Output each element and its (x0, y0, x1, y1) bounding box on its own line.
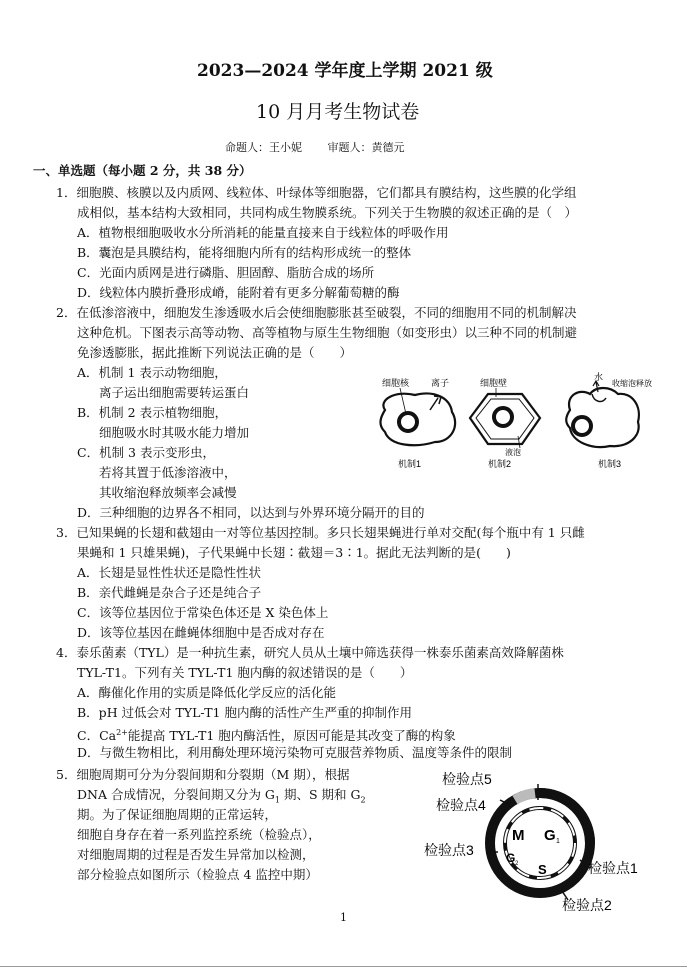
q1-stem-line2: 成相似，基本结构大致相同，共同构成生物膜系统。下列关于生物膜的叙述正确的是（ ） (77, 205, 578, 220)
q5-line2-part1: DNA 合成情况，分裂间期又分为 G (77, 787, 275, 802)
q1-option-a: A．植物根细胞吸收水分所消耗的能量直接来自于线粒体的呼吸作用 (77, 225, 449, 240)
ion-arrow-icon (430, 396, 441, 410)
label-mechanism-2: 机制2 (488, 459, 512, 469)
label-phase-g2: G (506, 851, 516, 865)
osmotic-mechanisms-figure (370, 370, 670, 480)
exam-subtitle: 10 月月考生物试卷 (256, 101, 420, 123)
q4-option-a: A．酶催化作用的实质是降低化学反应的活化能 (77, 685, 337, 700)
label-nucleus: 细胞核 (382, 378, 410, 388)
animal-cell-nucleus (399, 413, 417, 431)
label-checkpoint-3: 检验点3 (424, 842, 474, 858)
q2-stem-line3: 免渗透膨胀，据此推断下列说法正确的是（ ） (77, 345, 353, 360)
q4-option-c (77, 725, 456, 744)
q4-stem-line2: TYL-T1。下列有关 TYL-T1 胞内酶的叙述错误的是（ ） (77, 665, 413, 680)
cell-cycle-figure (420, 770, 680, 915)
label-water: 水 (594, 372, 604, 382)
q1-option-d: D．线粒体内膜折叠形成嵴，能附着有更多分解葡萄糖的酶 (77, 285, 400, 300)
exam-title: 2023—2024 学年度上学期 2021 级 (197, 61, 493, 81)
q5-stem-line2 (77, 787, 366, 809)
q2-option-c-line2: 若将其置于低渗溶液中， (99, 465, 237, 480)
label-checkpoint-5: 检验点5 (442, 771, 492, 787)
label-phase-g1-sub: 1 (556, 838, 560, 845)
label-vacuole-release: 收缩泡释放 (612, 379, 652, 388)
label-phase-g1: G (544, 827, 556, 844)
q1-stem-line1: 1．细胞膜、核膜以及内质网、线粒体、叶绿体等细胞器，它们都具有膜结构，这些膜的化学组 (56, 185, 577, 200)
label-checkpoint-4: 检验点4 (436, 797, 486, 813)
q2-option-b-line2: 细胞吸水时其吸水能力增加 (99, 425, 250, 440)
exam-authors: 命题人：王小妮 审题人：黄德元 (225, 141, 405, 154)
q5-stem-line1: 5．细胞周期可分为分裂间期和分裂期（M 期），根据 (56, 767, 350, 782)
q3-stem-line2: 果蝇和 1 只雄果蝇)，子代果蝇中长翅∶截翅＝3∶1。据此无法判断的是( ) (77, 545, 511, 560)
label-checkpoint-2: 检验点2 (562, 897, 612, 913)
q5-stem-line3: 期。为了保证细胞周期的正常运转， (77, 807, 278, 822)
q2-option-c-line3: 其收缩泡释放频率会减慢 (99, 485, 237, 500)
label-ion: 离子 (431, 378, 450, 388)
q2-option-b-line1: B．机制 2 表示植物细胞， (77, 405, 228, 420)
q5-g1-subscript: 1 (274, 795, 281, 805)
nucleus-leader-line (400, 388, 406, 414)
label-phase-g2-sub: 2 (515, 861, 519, 867)
q4-option-b: B．pH 过低会对 TYL-T1 胞内酶的活性产生严重的抑制作用 (77, 705, 412, 720)
amoeba-nucleus (573, 417, 591, 435)
contractile-vacuole-icon (592, 394, 606, 401)
q3-option-d: D．该等位基因在雌蝇体细胞中是否成对存在 (77, 625, 325, 640)
q5-stem-line5: 对细胞周期的过程是否发生异常加以检测， (77, 847, 315, 862)
q2-option-a-line2: 离子运出细胞需要转运蛋白 (99, 385, 250, 400)
q5-g2-subscript: 2 (360, 795, 366, 805)
label-phase-m: M (512, 827, 525, 844)
label-checkpoint-1: 检验点1 (588, 860, 638, 876)
q5-stem-line6: 部分检验点如图所示（检验点 4 监控中期） (77, 867, 318, 882)
q2-option-a-line1: A．机制 1 表示动物细胞， (77, 365, 227, 380)
label-cell-wall: 细胞壁 (480, 378, 508, 388)
q5-line2-part2: 期、S 期和 G (280, 787, 361, 802)
q4-option-d: D．与微生物相比，利用酶处理环境污染物可克服营养物质、温度等条件的限制 (77, 745, 513, 760)
label-mechanism-1: 机制1 (398, 459, 422, 469)
q2-option-c-line1: C．机制 3 表示变形虫， (77, 445, 215, 460)
q4-stem-line1: 4．泰乐菌素（TYL）是一种抗生素，研究人员从土壤中筛选获得一株泰乐菌素高效降解菌株 (56, 645, 564, 660)
m-segment (515, 793, 535, 800)
q2-stem-line2: 这种危机。下图表示高等动物、高等植物与原生生物细胞（如变形虫）以三种不同的机制避 (77, 325, 578, 340)
page-bottom-divider (0, 966, 687, 967)
label-vacuole: 液泡 (505, 448, 521, 457)
q4-c-suffix: 能提高 TYL-T1 胞内酶活性，原因可能是其改变了酶的构象 (127, 728, 456, 744)
q4-c-superscript: 2+ (116, 728, 128, 737)
q3-option-c: C．该等位基因位于常染色体还是 X 染色体上 (77, 605, 329, 620)
q1-option-b: B．囊泡是具膜结构，能将细胞内所有的结构形成统一的整体 (77, 245, 412, 260)
q3-option-b: B．亲代雌蝇是杂合子还是纯合子 (77, 585, 262, 600)
q5-stem-line4: 细胞自身存在着一系列监控系统（检验点）， (77, 827, 321, 842)
q3-option-a: A．长翅是显性性状还是隐性性状 (77, 565, 262, 580)
q1-option-c: C．光面内质网是进行磷脂、胆固醇、脂肪合成的场所 (77, 265, 375, 280)
label-mechanism-3: 机制3 (598, 459, 622, 469)
label-phase-s: S (538, 862, 547, 877)
q2-stem-line1: 2．在低渗溶液中，细胞发生渗透吸水后会使细胞膨胀甚至破裂，不同的细胞用不同的机制解决 (56, 305, 577, 320)
q4-c-prefix: C．Ca (77, 728, 117, 744)
section-title: 一、单选题（每小题 2 分，共 38 分） (33, 163, 252, 178)
q3-stem-line1: 3．已知果蝇的长翅和截翅由一对等位基因控制。多只长翅果蝇进行单对交配(每个瓶中有 1 只雌 (56, 525, 585, 540)
plant-cell-nucleus (494, 408, 512, 426)
q2-option-d: D．三种细胞的边界各不相同，以达到与外界环境分隔开的目的 (77, 505, 425, 520)
page-number: 1 (340, 911, 347, 924)
